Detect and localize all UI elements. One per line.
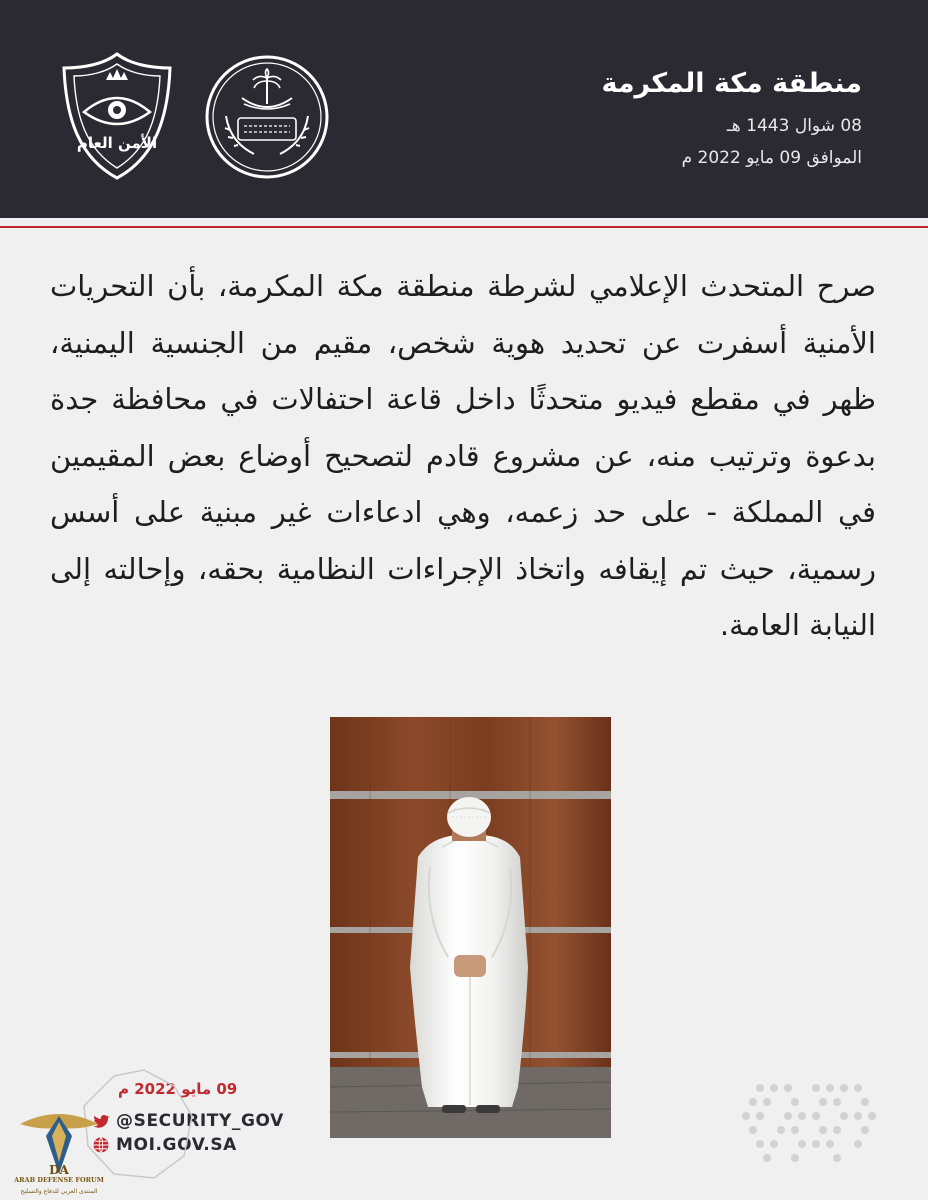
watermark-english: ARAB DEFENSE FORUM [14, 1176, 104, 1184]
gregorian-date: الموافق 09 مايو 2022 م [681, 148, 862, 168]
header-divider [0, 226, 928, 228]
hijri-date: 08 شوال 1443 هـ [726, 116, 862, 136]
security-badge-icon [54, 50, 180, 182]
statement-paragraph: صرح المتحدث الإعلامي لشرطة منطقة مكة المكرمة، بأن التحريات الأمنية أسفرت عن تحديد هوية شخص، مقيم من الجنسية اليمنية، ظهر في مقطع فيديو متحدثًا داخل قاعة احتفالات في محافظة جدة بدعوة وترتيب منه، عن مشروع قادم لتصحيح أوضاع بعض المقيمين في المملكة - على حد زعمه، وهي ادعاءات غير مبنية على أسس رسمية، حيث تم إيقافه واتخاذ الإجراءات النظامية بحقه، وإحالته إلى النيابة العامة. [50, 269, 876, 642]
security-logo-text: الأمن العام [76, 134, 158, 152]
ministry-emblem-icon [204, 54, 330, 180]
public-security-logo [54, 50, 180, 182]
svg-text:DA: DA [49, 1163, 69, 1177]
region-title: منطقة مكة المكرمة [601, 68, 862, 99]
website-url[interactable]: MOI.GOV.SA [116, 1135, 237, 1155]
decorative-dots-icon [742, 1080, 882, 1162]
twitter-handle[interactable]: @SECURITY_GOV [116, 1111, 284, 1131]
watermark-arabic: المنتدى العربي للدفاع والتسليح [20, 1188, 98, 1195]
suspect-photo [330, 717, 611, 1138]
footer-date: 09 مايو 2022 م [118, 1080, 238, 1098]
